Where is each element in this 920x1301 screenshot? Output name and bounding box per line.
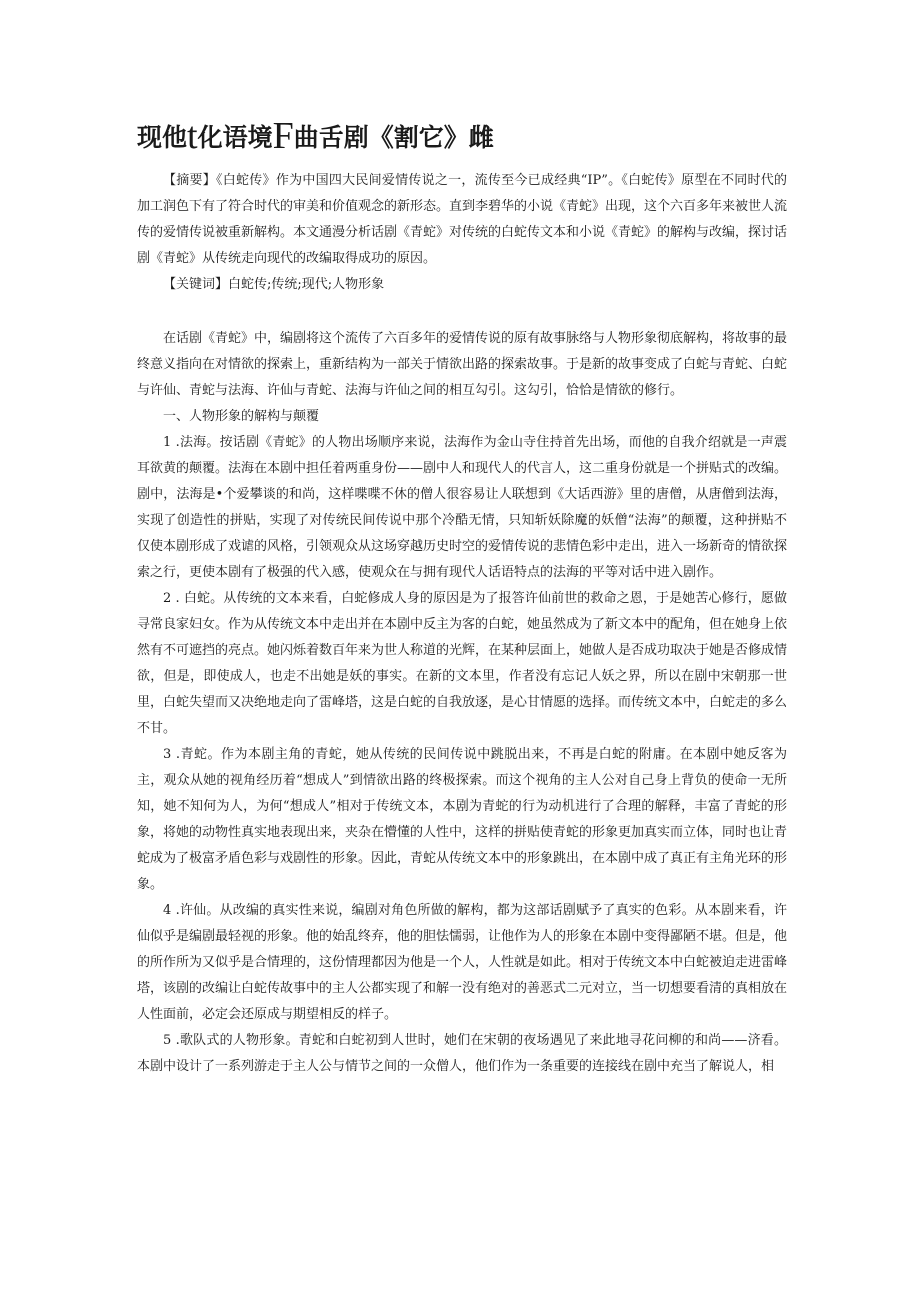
body-paragraph-qingshe: 3 .青蛇。作为本剧主角的青蛇，她从传统的民间传说中跳脱出来，不再是白蛇的附庸。在本剧中她反客为主，观众从她的视角经历着“想成人”到情欲出路的终极探索。而这个视角的主人公对自己身上背负的使命一无所知，她不知何为人，为何“想成人”相对于传统文本，本剧为青蛇的行为动机进行了合理的解释，丰富了青蛇的形象，将她的动物性真实地表现出来，夹杂在懵懂的人性中，这样的拼贴使青蛇的形象更加真实而立体，同时也让青蛇成为了极富矛盾色彩与戏剧性的形象。因此，青蛇从传统文本中的形象跳出，在本剧中成了真正有主角光环的形象。 (137, 747, 788, 892)
abstract-label: 【摘要】 (163, 173, 217, 188)
title-part-5: 曲舌剧《割它》雌 (293, 123, 494, 152)
keywords-paragraph (137, 272, 787, 298)
title-part-4: F (272, 115, 294, 157)
body-paragraph-baishe: 2 . 白蛇。从传统的文本来看，白蛇修成人身的原因是为了报答许仙前世的救命之恩，于是她苦心修行，愿做寻常良家妇女。作为从传统文本中走出并在本剧中反主为客的白蛇，她虽然成为了新文本中的配角，但在她身上依然有不可遮挡的亮点。她闪烁着数百年来为世人称道的光辉，在某种层面上，她做人是否成功取决于她是否修成情欲，但是，即使成人，也走不出她是妖的事实。在新的文本里，作者没有忘记人妖之界，所以在剧中宋朝那一世里，白蛇失望而又决绝地走向了雷峰塔，这是白蛇的自我放逐，是心甘情愿的选择。而传统文本中，白蛇走的多么不甘。 (137, 591, 788, 736)
abstract-paragraph (137, 168, 787, 272)
body-paragraph-fahai: 1 .法海。按话剧《青蛇》的人物出场顺序来说，法海作为金山寺住持首先出场，而他的自我介绍就是一声震耳欲黄的颠覆。法海在本剧中担任着两重身份——剧中人和现代人的代言人，这二重身份就是一个拼贴式的改编。剧中，法海是•个爱攀谈的和尚，这样喋喋不休的僧人很容易让人联想到《大话西游》里的唐僧，从唐僧到法海，实现了创造性的拼贴，实现了对传统民间传说中那个冷酷无情，只知斩妖除魔的妖僧“法海”的颠覆，这种拼贴不仅使本剧形成了戏谑的风格，引领观众从这场穿越历史时空的爱情传说的悲情色彩中走出，进入一场新奇的情欲探索之行，更使本剧有了极强的代入感，使观众在与拥有现代人话语特点的法海的平等对话中进入剧作。 (137, 435, 788, 580)
keywords-text: 白蛇传;传统;现代;人物形象 (228, 277, 385, 292)
keywords-label: 【关键词】 (163, 277, 229, 292)
body-paragraph-chorus: 5 .歌队式的人物形象。青蛇和白蛇初到人世时，她们在宋朝的夜场遇见了来此地寻花问柳的和尚——济看。本剧中设计了一系列游走于主人公与情节之间的一众僧人，他们作为一条重要的连接线在剧中充当了解说人，相 (137, 1033, 787, 1074)
title-part-2: t (187, 115, 198, 157)
document-page (137, 115, 788, 1080)
section-heading: 一、人物形象的解构与颠覆 (163, 409, 320, 424)
body-paragraph-xuxian: 4 .许仙。从改编的真实性来说，编剧对角色所做的解构，都为这部话剧赋予了真实的色彩。从本剧来看，许仙似乎是编剧最轻视的形象。他的始乱终弃，他的胆怯懦弱，让他作为人的形象在本剧中变得鄙陋不堪。但是，他的所作所为又似乎是合情理的，这份情理都因为他是一个人，人性就是如此。相对于传统文本中白蛇被迫走进雷峰塔，该剧的改编让白蛇传故事中的主人公都实现了和解一没有绝对的善恶式二元对立，当一切想要看清的真相放在人性面前，必定会还原成与期望相反的样子。 (137, 903, 788, 1022)
title-part-3: 化语境 (197, 123, 273, 152)
intro-paragraph: 在话剧《青蛇》中，编剧将这个流传了六百多年的爱情传说的原有故事脉络与人物形象彻底解构，将故事的最终意义指向在对情欲的探索上，重新结构为一部关于情欲出路的探索故事。于是新的故事变成了白蛇与青蛇、白蛇与许仙、青蛇与法海、许仙与青蛇、法海与许仙之间的相互勾引。这勾引，恰恰是情欲的修行。 (137, 331, 788, 398)
title-part-1: 现他 (137, 123, 188, 152)
abstract-text: 《白蛇传》作为中国四大民间爱情传说之一，流传至今已成经典“IP”。《白蛇传》原型在不同时代的加工润色下有了符合时代的审美和价值观念的新形态。直到李碧华的小说《青蛇》出现，这个六百多年来被世人流传的爱情传说被重新解构。本文通漫分析话剧《青蛇》对传统的白蛇传文本和小说《青蛇》的解构与改编，探讨话剧《青蛇》从传统走向现代的改编取得成功的原因。 (137, 173, 788, 266)
article-title (137, 115, 787, 157)
